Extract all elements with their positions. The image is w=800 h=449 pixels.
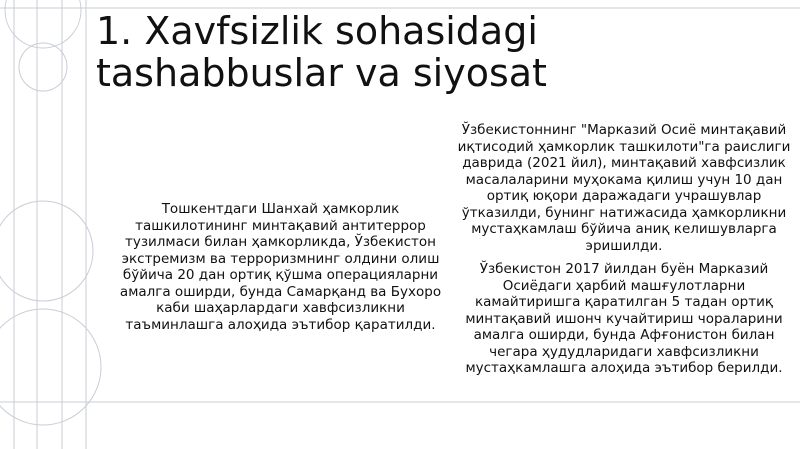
- slide-title: 1. Xavfsizlik sohasidagi tashabbuslar va siyosat: [96, 9, 547, 95]
- left-text-column: [118, 201, 443, 333]
- right-text-column: [454, 122, 794, 384]
- left-paragraph: Тошкентдаги Шанхай ҳамкорлик ташкилотининг минтақавий антитеррор тузилмаси билан ҳамкорликда, Ўзбекистон экстремизм ва терроризмнинг олдини олиш бўйича 20 дан ортиқ қўшма операцияларни амалга оширди, бунда Самарқанд ва Бухоро каби шаҳарлардаги хавфсизликни таъминлашга алоҳида эътибор қаратилди.: [119, 201, 442, 333]
- right-paragraph-1: Ўзбекистоннинг "Марказий Осиё минтақавий иқтисодий ҳамкорлик ташкилоти"га раислиги даврида (2021 йил), минтақавий хавфсизлик масалаларини муҳокама қилиш учун 10 дан ортиқ юқори даражадаги учрашувлар ўтказилди, бунинг натижасида ҳамкорликни мустаҳкамлаш бўйича аниқ келишувларга эришилди.: [457, 122, 791, 254]
- right-paragraph-2: Ўзбекистон 2017 йилдан буён Марказий Осиёдаги ҳарбий машғулотларни камайтиришга қаратилган 5 тадан ортиқ минтақавий ишонч кучайтириш чораларини амалга оширди, бунда Афғонистон билан чегара ҳудудларидаги хавфсизликни мустаҳкамлашга алоҳида эътибор берилди.: [465, 261, 783, 376]
